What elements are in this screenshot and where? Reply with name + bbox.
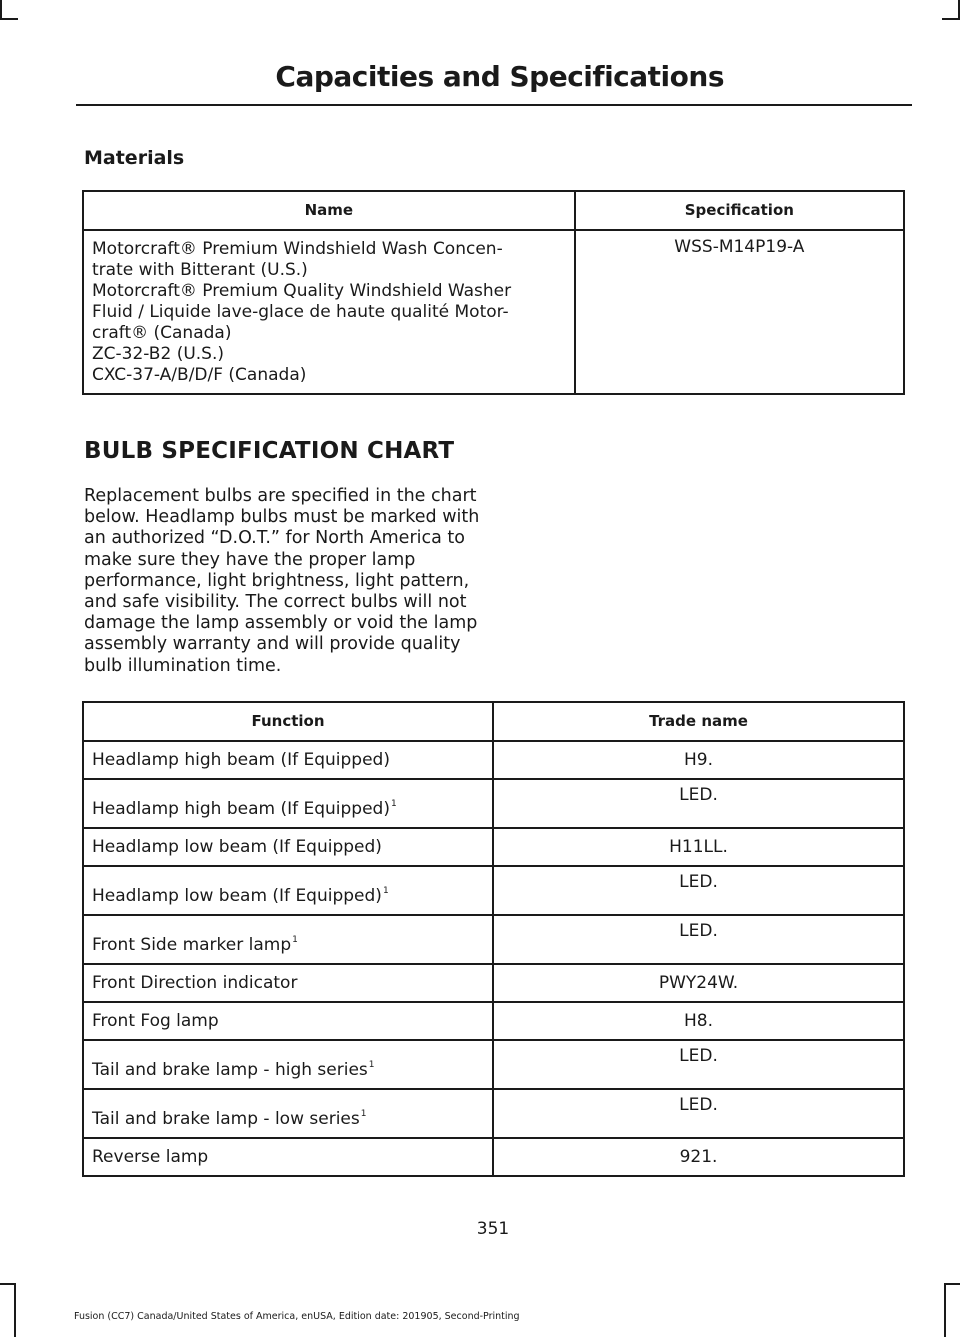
column-header-function: Function <box>83 702 493 741</box>
material-name-line: Motorcraft® Premium Windshield Wash Concen- <box>92 239 503 259</box>
trade-name-cell: LED. <box>493 1040 904 1089</box>
table-row <box>83 866 904 915</box>
bulb-chart-intro: Replacement bulbs are specified in the chart below. Headlamp bulbs must be marked with an authorized “D.O.T.” for North America to make sure they have the proper lamp performance, light brightness, light pattern, and safe visibility. The correct bulbs will not damage the lamp assembly or void the lamp assembly warranty and will provide quality bulb illumination time. <box>84 486 480 676</box>
crop-mark <box>942 18 960 20</box>
material-name-line: craft® (Canada) <box>92 323 232 343</box>
crop-mark <box>944 1283 960 1285</box>
table-row <box>83 964 904 1002</box>
header-divider <box>76 104 912 106</box>
function-label: Tail and brake lamp - low series <box>92 1109 360 1129</box>
function-cell <box>83 866 493 915</box>
trade-name-cell: H11LL. <box>493 828 904 866</box>
table-row <box>83 779 904 828</box>
function-cell <box>83 1138 493 1176</box>
table-row <box>83 828 904 866</box>
crop-mark <box>14 1283 16 1337</box>
material-name-cell <box>83 230 575 394</box>
crop-mark <box>0 18 18 20</box>
material-name-line: CXC-37-A/B/D/F (Canada) <box>92 365 307 385</box>
table-row <box>83 1040 904 1089</box>
materials-heading: Materials <box>84 147 185 169</box>
trade-name-cell: LED. <box>493 1089 904 1138</box>
table-row <box>83 1138 904 1176</box>
function-label: Front Fog lamp <box>92 1011 219 1031</box>
edition-footer: Fusion (CC7) Canada/United States of America, enUSA, Edition date: 201905, Second-Printing <box>74 1311 520 1322</box>
footnote-marker: 1 <box>368 1060 375 1070</box>
table-row <box>83 741 904 779</box>
table-row <box>83 915 904 964</box>
materials-table <box>82 190 905 395</box>
crop-mark <box>0 1283 16 1285</box>
page-number: 351 <box>476 1219 510 1239</box>
function-cell <box>83 779 493 828</box>
function-label: Headlamp low beam (If Equipped) <box>92 837 382 857</box>
column-header-specification: Specification <box>575 191 904 230</box>
material-name-line: ZC-32-B2 (U.S.) <box>92 344 224 364</box>
bulb-table <box>82 701 905 1177</box>
footnote-marker: 1 <box>292 935 298 945</box>
crop-mark <box>944 1283 946 1337</box>
material-spec-cell: WSS-M14P19-A <box>575 230 904 394</box>
function-label: Headlamp high beam (If Equipped) <box>92 799 390 819</box>
page-title: Capacities and Specifications <box>275 60 724 93</box>
bulb-chart-heading: BULB SPECIFICATION CHART <box>84 438 455 464</box>
function-label: Front Side marker lamp <box>92 935 292 955</box>
trade-name-cell: H8. <box>493 1002 904 1040</box>
function-cell <box>83 1040 493 1089</box>
trade-name-cell: LED. <box>493 915 904 964</box>
function-cell <box>83 1089 493 1138</box>
trade-name-cell: PWY24W. <box>493 964 904 1002</box>
table-header-row <box>83 191 904 230</box>
function-label: Headlamp high beam (If Equipped) <box>92 750 390 770</box>
material-name-line: Fluid / Liquide lave-glace de haute qualité Motor- <box>92 302 509 322</box>
table-header-row <box>83 702 904 741</box>
function-cell <box>83 828 493 866</box>
function-label: Tail and brake lamp - high series <box>92 1060 368 1080</box>
table-row <box>83 230 904 394</box>
function-cell <box>83 915 493 964</box>
material-name-line: Motorcraft® Premium Quality Windshield Washer <box>92 281 512 301</box>
function-cell <box>83 741 493 779</box>
trade-name-cell: LED. <box>493 779 904 828</box>
column-header-trade-name: Trade name <box>493 702 904 741</box>
table-row <box>83 1089 904 1138</box>
table-row <box>83 1002 904 1040</box>
crop-mark <box>0 0 2 18</box>
footnote-marker: 1 <box>382 886 389 896</box>
material-name-line: trate with Bitterant (U.S.) <box>92 260 308 280</box>
footnote-marker: 1 <box>390 799 397 809</box>
footnote-marker: 1 <box>360 1109 367 1119</box>
function-label: Front Direction indicator <box>92 973 298 993</box>
trade-name-cell: 921. <box>493 1138 904 1176</box>
function-label: Headlamp low beam (If Equipped) <box>92 886 382 906</box>
function-cell <box>83 964 493 1002</box>
function-cell <box>83 1002 493 1040</box>
trade-name-cell: H9. <box>493 741 904 779</box>
column-header-name: Name <box>83 191 575 230</box>
trade-name-cell: LED. <box>493 866 904 915</box>
function-label: Reverse lamp <box>92 1147 209 1167</box>
